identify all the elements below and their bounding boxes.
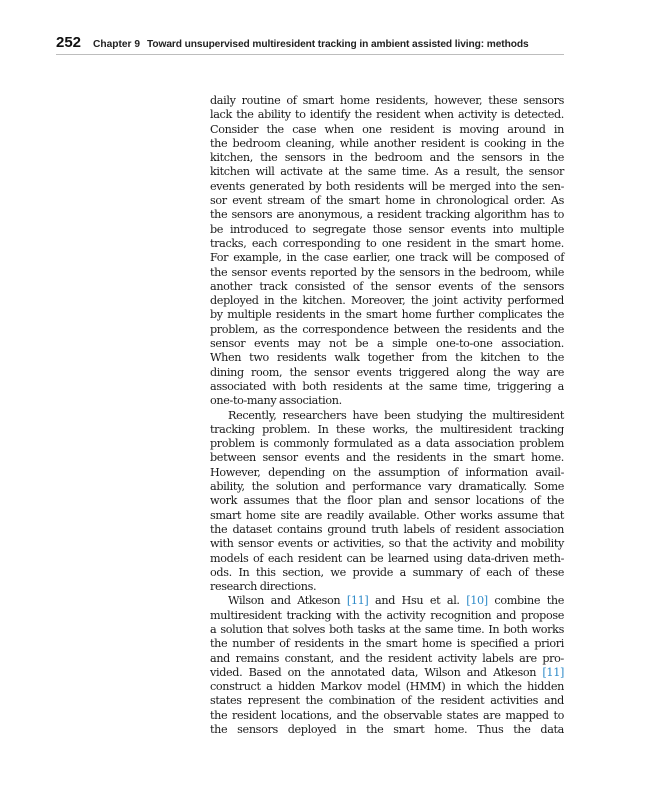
text-segment: vided. Based on the annotated data, Wilson and Atkeson [210, 665, 543, 679]
text-line: events generated by both residents will be merged into the sen- [210, 179, 564, 193]
text-line: the bedroom cleaning, while another resident is cooking in the [210, 136, 564, 150]
running-header [56, 34, 564, 55]
text-line [210, 594, 564, 608]
text-line: kitchen will activate at the same time. As a result, the sensor [210, 165, 564, 179]
text-line: the number of residents in the smart home is specified a priori [210, 637, 564, 651]
text-line: the sensor events reported by the sensors in the bedroom, while [210, 265, 564, 279]
text-line: smart home site are readily available. Other works assume that [210, 508, 564, 522]
text-line: tracks, each corresponding to one resident in the smart home. [210, 236, 564, 250]
text-line: sor event stream of the smart home in chronological order. As [210, 194, 564, 208]
text-line: problem is commonly formulated as a data association problem [210, 437, 564, 451]
text-line: and remains constant, and the resident activity labels are pro- [210, 651, 564, 665]
text-line: Consider the case when one resident is moving around in [210, 122, 564, 136]
text-line: lack the ability to identify the resident when activity is detected. [210, 108, 564, 122]
text-line: dining room, the sensor events triggered along the way are [210, 365, 564, 379]
text-line: by multiple residents in the smart home further complicates the [210, 308, 564, 322]
text-line: construct a hidden Markov model (HMM) in which the hidden [210, 680, 564, 694]
text-line: one-to-many association. [210, 394, 342, 408]
text-segment: combine the [487, 594, 565, 608]
text-line: the sensors are anonymous, a resident tracking algorithm has to [210, 208, 564, 222]
text-line: be introduced to segregate those sensor events into multiple [210, 222, 564, 236]
text-line: research directions. [210, 580, 317, 594]
text-line: states represent the combination of the resident activities and [210, 694, 564, 708]
text-line: sensor events may not be a simple one-to-one association. [210, 337, 564, 351]
text-line: When two residents walk together from the kitchen to the [210, 351, 564, 365]
text-line: with sensor events or activities, so that the activity and mobility [210, 537, 564, 551]
chapter-label: Chapter 9 [93, 39, 141, 50]
text-line: the sensors deployed in the smart home. Thus the data [210, 723, 564, 737]
text-line: work assumes that the floor plan and sensor locations of the [210, 494, 564, 508]
text-line: For example, in the case earlier, one track will be composed of [210, 251, 564, 265]
text-line: models of each resident can be learned using data-driven meth- [210, 551, 564, 565]
text-line: another track consisted of the sensor events of the sensors [210, 279, 564, 293]
text-line: a solution that solves both tasks at the same time. In both works [210, 622, 564, 636]
text-line: ability, the solution and performance vary dramatically. Some [210, 480, 564, 494]
text-segment: and Hsu et al. [368, 594, 467, 608]
text-line: the resident locations, and the observable states are mapped to [210, 708, 564, 722]
citation-link[interactable]: [11] [346, 594, 369, 608]
running-title: Toward unsupervised multiresident tracking in ambient assisted living: methods [147, 39, 529, 50]
text-line: daily routine of smart home residents, however, these sensors [210, 94, 564, 107]
text-line: problem, as the correspondence between the residents and the [210, 322, 564, 336]
text-line [210, 666, 564, 680]
text-line: However, depending on the assumption of information avail- [210, 465, 564, 479]
text-line: kitchen, the sensors in the bedroom and the sensors in the [210, 151, 564, 165]
page-number: 252 [56, 34, 82, 51]
text-segment: Wilson and Atkeson [228, 594, 347, 608]
text-line: the dataset contains ground truth labels of resident association [210, 522, 564, 536]
text-line: tracking problem. In these works, the multiresident tracking [210, 422, 564, 436]
citation-link[interactable]: [11] [542, 665, 564, 679]
text-line: associated with both residents at the same time, triggering a [210, 379, 564, 393]
text-line: ods. In this section, we provide a summary of each of these [210, 565, 564, 579]
text-line: multiresident tracking with the activity recognition and propose [210, 608, 564, 622]
text-line: between sensor events and the residents in the smart home. [210, 451, 564, 465]
citation-link[interactable]: [10] [466, 594, 488, 608]
body-text [210, 94, 564, 737]
text-line: deployed in the kitchen. Moreover, the joint activity performed [210, 294, 564, 308]
text-line: Recently, researchers have been studying the multiresident [228, 408, 564, 422]
